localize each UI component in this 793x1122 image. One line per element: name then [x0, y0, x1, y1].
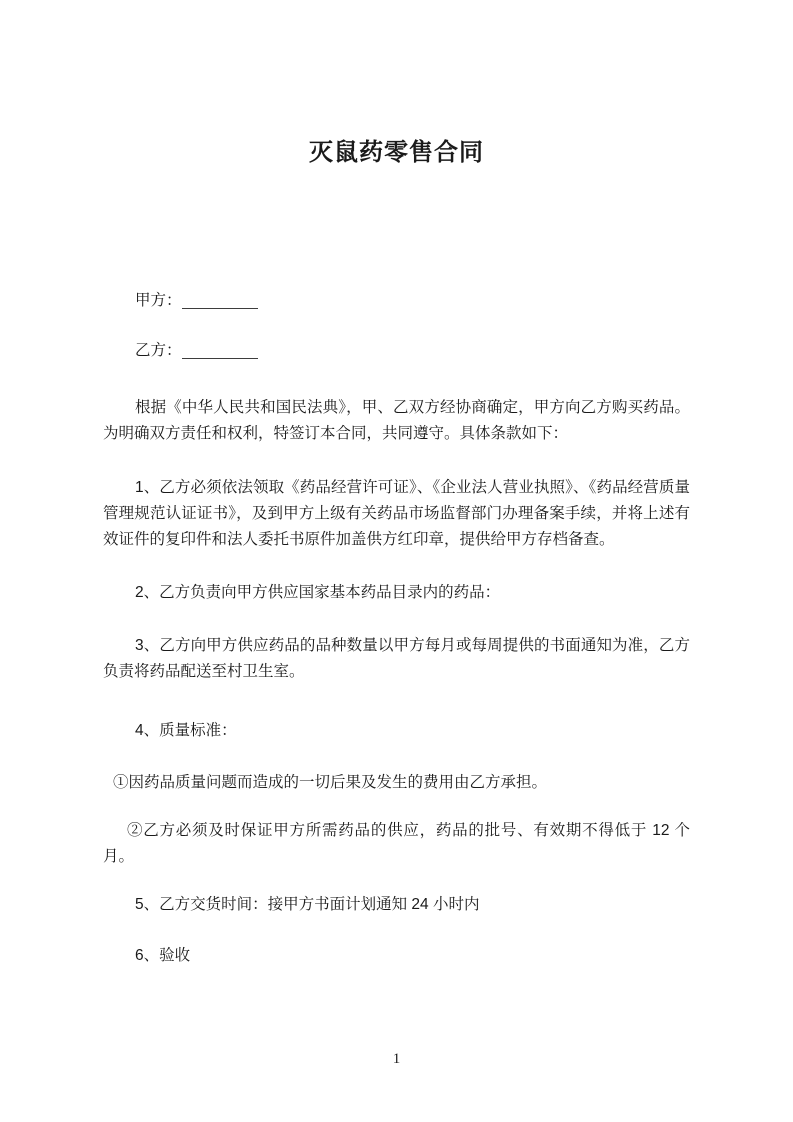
paragraph-clause-6: 6、验收: [135, 947, 191, 964]
paragraph-clause-3: 3、乙方向甲方供应药品的品种数量以甲方每月或每周提供的书面通知为准，乙方负责将药品配送至村卫生室。: [103, 637, 690, 680]
party-a-row: [103, 288, 690, 314]
paragraph-clause-4: 4、质量标准：: [135, 722, 237, 739]
paragraph-quality-item-1: ①因药品质量问题而造成的一切后果及发生的费用由乙方承担。: [113, 774, 548, 791]
party-b-row: [103, 338, 690, 364]
paragraph-quality-item-2: ②乙方必须及时保证甲方所需药品的供应，药品的批号、有效期不得低于 12 个月。: [103, 822, 690, 865]
party-a-label: 甲方：: [135, 292, 182, 309]
party-a-blank-line: [182, 292, 258, 309]
paragraph-clause-2: 2、乙方负责向甲方供应国家基本药品目录内的药品：: [135, 584, 501, 601]
paragraph-clause-1: 1、乙方必须依法领取《药品经营许可证》、《企业法人营业执照》、《药品经营质量管理规范认证证书》，及到甲方上级有关药品市场监督部门办理备案手续，并将上述有效证件的复印件和法人委托书原件加盖供方红印章，提供给甲方存档备查。: [103, 479, 690, 548]
page-number: 1: [392, 1051, 401, 1067]
party-b-blank-line: [182, 342, 258, 359]
paragraph-preamble: 根据《中华人民共和国民法典》，甲、乙双方经协商确定，甲方向乙方购买药品。为明确双方责任和权利，特签订本合同，共同遵守。具体条款如下：: [103, 399, 690, 442]
paragraph-clause-5: 5、乙方交货时间：接甲方书面计划通知 24 小时内: [135, 896, 480, 913]
party-b-label: 乙方：: [135, 342, 182, 359]
document-title: 灭鼠药零售合同: [309, 139, 484, 166]
